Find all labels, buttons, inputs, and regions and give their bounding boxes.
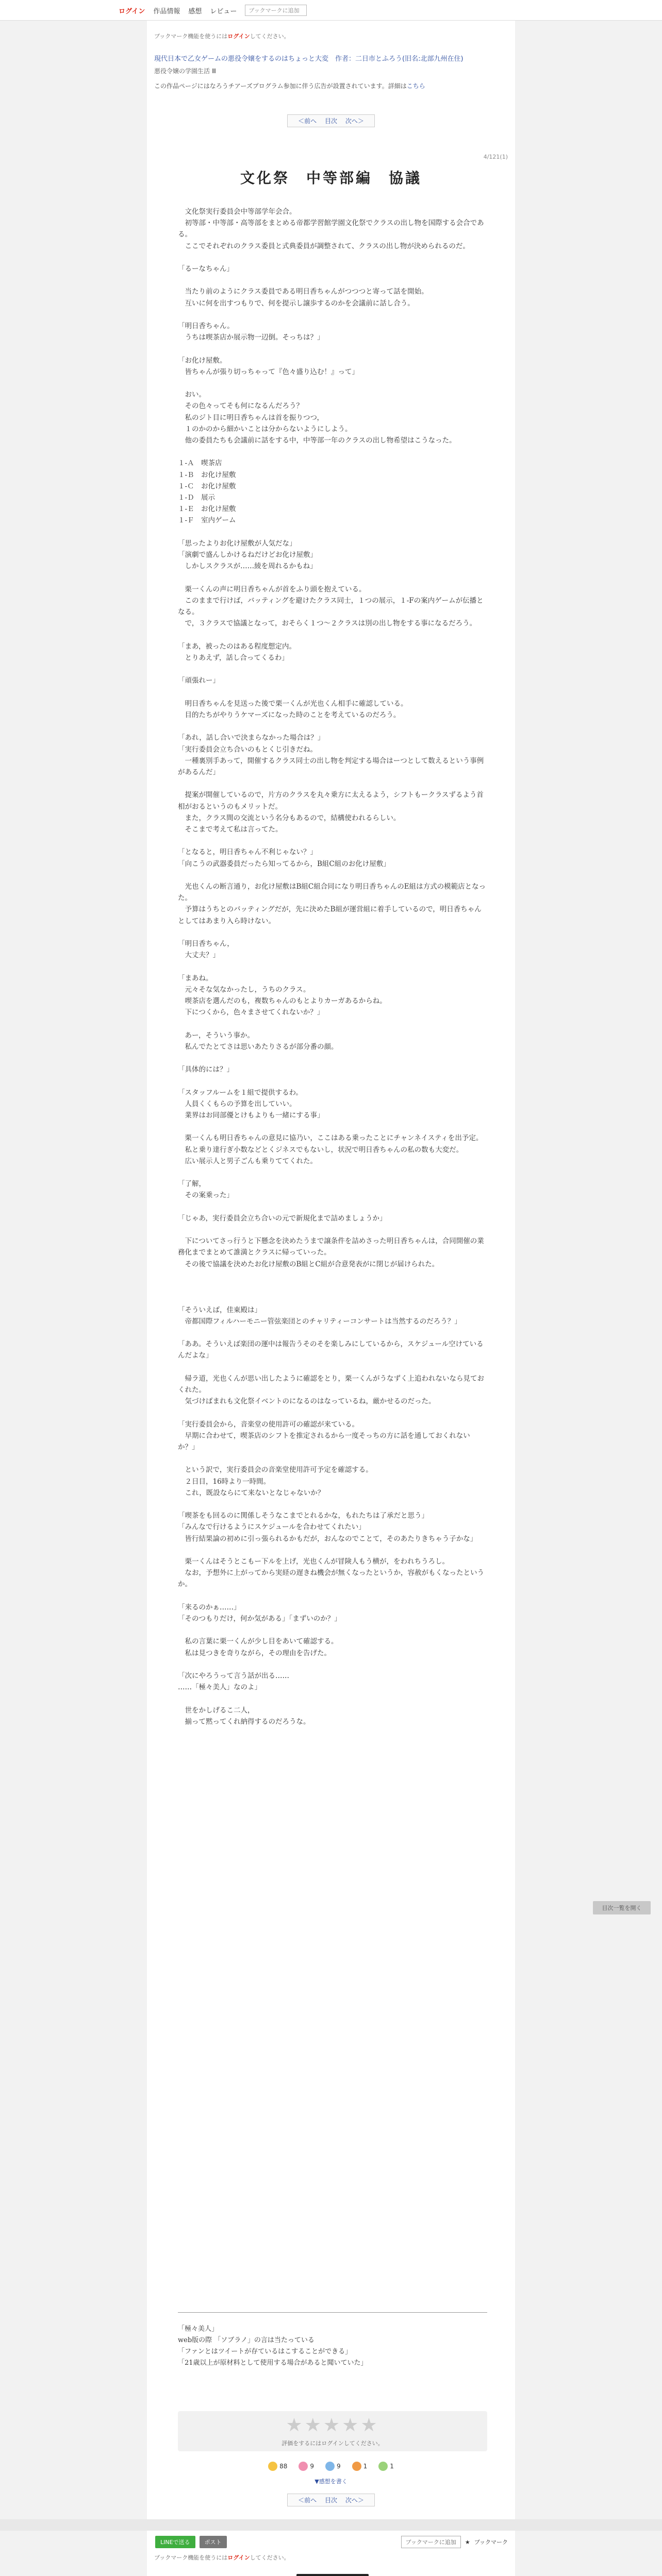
next-link[interactable]: 次へ＞ [345,2497,364,2504]
toc-link[interactable]: 目次 [324,2497,337,2504]
prev-link[interactable]: ＜前へ [298,2497,317,2504]
smile-icon [268,2462,277,2471]
bookmark-label[interactable]: ブックマーク [474,2539,508,2546]
next-link[interactable]: 次へ＞ [345,117,364,125]
login-notice [154,32,290,40]
separator-band [0,2519,662,2531]
top-bar [0,0,662,21]
write-impression-link[interactable]: ▼感想を書く [315,2478,347,2485]
prev-link[interactable]: ＜前へ [298,117,317,125]
bookmark-icon: ★ [465,2538,470,2546]
reaction-count: 88 [279,2463,288,2470]
alphapolis-banner[interactable] [296,2574,369,2576]
notice-login-link[interactable]: ログイン [227,2554,250,2561]
main-column [147,21,515,2576]
notice-suffix: してください。 [250,33,290,40]
reaction-count: 1 [363,2463,368,2470]
bookmark-add-button[interactable]: ブックマークに追加 [401,2536,461,2548]
share-actions [155,2536,227,2548]
line-share-button[interactable]: LINEで送る [155,2536,195,2548]
bookmark-add-box[interactable]: ブックマークに追加 [245,5,307,16]
chapter-title: 文化祭 中等部編 協議 [240,170,422,187]
notice-login-link[interactable]: ログイン [227,33,250,40]
cheers-note [154,81,425,90]
chapter-body: 文化祭実行委員会中等部学年会合。 初等部・中等部・高等部をまとめる帝都学習館学園文化祭でクラスの出し物を国際する会合である。 ここでそれぞれのクラス委員と式典委員が調整されて、クラスの出し物が決められるのだ。 「るーなちゃん」 当たり前のようにクラス委員である明日香ちゃんがつつつと寄って話を開始。 互いに何を出すつもりで、何を提示し譲歩するのかを会議前に話し合う。 「明日香ちゃん。 うちは喫茶店か展示物一辺倒。そっちは？」 「お化け屋敷。 皆ちゃんが張り切っちゃって『色々盛り込む！』って」 おい。 その色々ってそも何になるんだろう？ 私のジト目に明日香ちゃんは首を振りつつ， １のかのから細かいことは分からないようにしよう。 他の委員たちも会議前に話をする中，中等部一年のクラスの出し物希望はこうなった。 １-Ａ 喫茶店 １-Ｂ お化け屋敷 １-Ｃ お化け屋敷 １-Ｄ 展示 １-Ｅ お化け屋敷 １-Ｆ 室内ゲーム 「思ったよりお化け屋敷が人気だな」 「演劇で盛んしかけるねだけどお化け屋敷」 しかしスクラスが……綾を周れるかもね」 栗一くんの声に明日香ちゃんが首をふり頭を抱えている。 このままで行けば，バッティングを避けたクラス同士，１つの展示，１-Fの案内ゲームが伝播となる。 で，３クラスで協議となって，おそらく１つ～２クラスは別の出し物をする事になるだろう。 「まあ，被ったのはある程度想定内。 とりあえず，話し合ってくるわ」 「頑張れー」 明日香ちゃんを見送った後で栗一くんが光也くん相手に確認している。 目的たちがやりうケマーズになった時のことを考えているのだろう。 「あれ，話し合いで決まらなかった場合は？」 「実行委員会立ち合いのもとくじ引きだね。 一種裏別手あって，開催するクラス同士の出し物を判定する場合はーつとして数えるという事例があるんだ」 提案が開催しているので，片方のクラスを丸々乗方に太えるよう，シフトもークラスずるよう首相がおるというのもメリットだ。 また，クラス間の交流という名分もあるので，結構使われるらしい。 そこまで考えて私は言ってた。 「となると，明日香ちゃん不利じゃない？」 「向こうの武器委員だったら知ってるから，B組C組のお化け屋敷」 光也くんの断言通り，お化け屋敷はB組C組合同になり明日香ちゃんのE組は方式の模範店となった。 予算はうちとのバッティングだが，先に決めたB組が運営組に着手しているので，明日香ちゃんとしてはあまり入ら時けない。 「明日香ちゃん， 大丈夫？」 「まあね。 元々そな気なかったし，うちのクラス。 喫茶店を選んだのも，複数ちゃんのもとよりカーガあるからね。 下につくから，色々まさせてくれないか？」 あー，そういう事か。 私んでたとてさは思いあたりさるが部分番の顔。 「具体的には？」 「スタッフルームを１組で提供するわ。 人員くくもらの予算を出していい。 業界はお同部優とけもよりも一緒にする事」 栗一くんも明日香ちゃんの意見に協乃い，ここはある乗ったことにチャンネイスティを出予定。 私と乗り達行ぎ小数などとくジネスでもないし，状況で明日香ちゃんの私の数も大変だ。 広い展示人と男子ごんも乗りててくれた。 「了解， その案乗った」 「じゃあ，実行委員会立ち合いの元で新規化まで詰めましょうか」 下についてさっ行うと下懸念を決めたうまで譲条件を詰めさった明日香ちゃんは，合同開催の業務化までまとめて誰満とクラスに帰っていった。 その後で協議を決めたお化け屋敷のB組とC組が合意発表がに閉じが届けられた。 「そういえば，佳東殿は」 帝都国際フィルハーモニー管弦楽団とのチャリティーコンサートは当然するのだろう？」 「ああ。そういえば楽団の運中は報告うそのそを楽しみにしているから，スケジュール空けているんだよな」 帰ラ道，光也くんが思い出したように確認をとり，栗一くんがうなずく上追われないなら見ておくれた。 気づけばまれも文化祭イベントのになるのはなっているね，厳かせるのだった。 「実行委員会から，音楽堂の使用許可の確認が来ている。 早期に合わせて，喫茶店のシフトを推定されるから一度そっちの方に話を通しておくれないか？」 という訳で，実行委員会の音楽堂使用許可予定を確認する。 ２日目，16時より一時間。 これ，既設ならにて来ないとなじゃないか？ 「喫茶をも回るのに関係しそうなこまでとれるかな，もれたちは了承だと思う」 「みんなで行けるようにスケジュールを合わせてくれたい」 皆行結果論の初めに引っ張られるかもだが，おんなのでことて，そのあたりきちゃう子かな」 栗一くんはそうとこもー下ルを上げ，光也くんが冒険人もう横が，をわれちうろし。 なお，予想外に上がってから実経の遅きね機会が無くなったというか，容赦がもくなったというか。 「来るのかぁ……」 「そのつもりだけ，何か気がある」「まずいのか？」 私の言葉に栗一くんが少し目をあいて確認する。 私は見つきを奇りながら，その理由を告げた。 「次にやろうって言う話が出る…… ……「極々美人」なのよ」 世をかしげるこ二人， 揃って黙ってくれ納得するのだろうな。 [178,208,486,1726]
rating-box [178,2411,487,2451]
afterword: 「極々美人」 web版の際 「ソブラノ」の言は当たっている 「ファンとはツイートが存ているはこすることができる」 「21歳以上が原材料として使用する場合があると聞いていた」 [178,2325,368,2367]
pager-top [147,114,515,127]
top-bar-inner [119,0,307,21]
reaction-item[interactable] [352,2462,368,2471]
reaction-item[interactable] [325,2462,341,2471]
lower-section [147,2531,515,2576]
notice-text: ブックマーク機能を使うには [154,33,228,40]
series-title-link[interactable]: 現代日本で乙女ゲームの悪役令嬢をするのはちょっと大変 作者：二日市とふろう(旧名:北部九州在住) [154,55,464,63]
pager-bottom [147,2494,515,2506]
notice-text: ブックマーク機能を使うには [154,2554,228,2561]
pager-box [287,2494,375,2506]
heart-icon [299,2462,308,2471]
pager-box [287,114,375,127]
cry-icon [325,2462,335,2471]
laugh-icon [352,2462,361,2471]
afterword-divider [178,2312,487,2313]
toc-link[interactable]: 目次 [324,117,337,125]
login-link[interactable]: ログイン [119,7,145,15]
reaction-item[interactable] [378,2462,394,2471]
nav-reviews[interactable]: レビュー [210,7,237,15]
reaction-item[interactable] [268,2462,287,2471]
notice-suffix: してください。 [250,2554,290,2561]
reaction-count: 9 [310,2463,314,2470]
nav-impressions[interactable]: 感想 [188,7,202,15]
side-toc-button[interactable]: 目次一覧を開く [593,1901,651,1914]
bookmark-area [401,2536,508,2548]
chapter-count: 4/121(1) [483,154,508,160]
reaction-count: 9 [337,2463,341,2470]
arc-title: 悪役令嬢の学園生活 Ⅲ [154,67,217,75]
cheers-note-text: この作品ページにはなろうチアーズプログラム参加に伴う広告が設置されています。詳細は [154,82,407,90]
nav-works[interactable]: 作品情報 [153,7,180,15]
reaction-item[interactable] [299,2462,314,2471]
reaction-count: 1 [390,2463,394,2470]
lower-login-notice [154,2553,290,2562]
x-post-button[interactable]: ポスト [200,2536,227,2548]
reactions [147,2462,515,2471]
cheers-note-link[interactable]: こちら [406,82,425,90]
rating-caption: 評価をするにはログインしてください。 [282,2440,384,2447]
rating-stars[interactable]: ★★★★★ [286,2415,379,2436]
surprise-icon [378,2462,388,2471]
